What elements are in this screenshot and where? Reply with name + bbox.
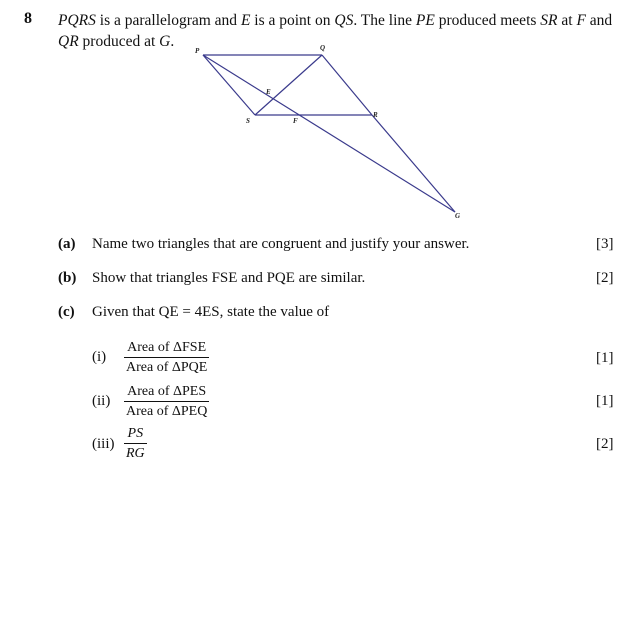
- part-c-i-label: (i): [92, 349, 107, 365]
- part-a-text: Name two triangles that are congruent and justify your answer.: [92, 236, 470, 252]
- fraction-denominator: Area of ΔPQE: [126, 360, 208, 375]
- part-b-text: Show that triangles FSE and PQE are similar.: [92, 270, 366, 286]
- fraction-numerator: Area of ΔFSE: [127, 340, 207, 355]
- label-p: P: [195, 47, 200, 55]
- line-pg: [203, 55, 455, 212]
- stem-term-pqrs: PQRS: [58, 12, 96, 29]
- label-r: R: [373, 111, 378, 119]
- question-number: 8: [24, 10, 32, 27]
- label-e: E: [266, 88, 271, 96]
- part-c-ii-marks: [1]: [596, 393, 614, 409]
- label-s: S: [246, 117, 250, 125]
- line-qr: [322, 55, 372, 115]
- line-ps: [203, 55, 255, 115]
- part-a-marks: [3]: [596, 236, 614, 252]
- fraction-numerator: Area of ΔPES: [127, 384, 207, 399]
- diagram-lines: [203, 55, 455, 212]
- part-b-marks: [2]: [596, 270, 614, 286]
- part-c-text: Given that QE = 4ES, state the value of: [92, 304, 330, 320]
- part-c-i-fraction: [124, 340, 209, 376]
- fraction-denominator: RG: [126, 446, 145, 461]
- part-c-iii-label: (iii): [92, 436, 115, 452]
- part-c-label: (c): [58, 304, 75, 320]
- part-b-label: (b): [58, 270, 77, 286]
- part-c-ii-fraction: [124, 384, 209, 420]
- label-f: F: [293, 117, 298, 125]
- fraction-denominator: Area of ΔPEQ: [126, 404, 208, 419]
- fraction-numerator: PS: [127, 426, 144, 441]
- part-c-iii-marks: [2]: [596, 436, 614, 452]
- line-rg: [372, 115, 455, 212]
- label-q: Q: [320, 44, 326, 52]
- line-qs: [255, 55, 322, 115]
- part-a-label: (a): [58, 236, 76, 252]
- label-g: G: [455, 212, 461, 220]
- part-c-i-marks: [1]: [596, 350, 614, 366]
- question-stem: PQRS is a parallelogram and E is a point on QS. The line PE produced meets SR at F and QR produced at G.: [58, 12, 613, 50]
- parallelogram-diagram: [185, 40, 475, 225]
- part-c-iii-fraction: [124, 426, 147, 462]
- part-c-ii-label: (ii): [92, 393, 111, 409]
